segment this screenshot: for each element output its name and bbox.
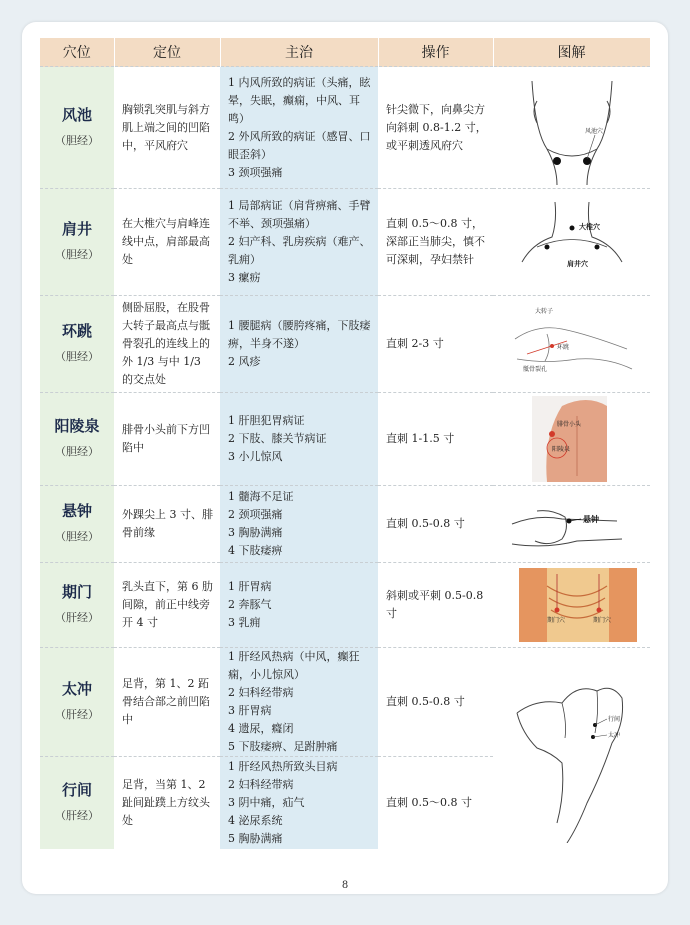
acupoint-name: 期门: [61, 583, 92, 601]
acupoint-cell: [40, 296, 114, 393]
foot-illustration: [507, 653, 637, 843]
acupoint-name: 行间: [61, 780, 92, 799]
meridian-label: （肝经）: [55, 611, 99, 624]
indication-item: 2 奔豚气: [228, 598, 272, 611]
indication-item: 1 局部病证（肩背痹痛、手臂不举、颈项强痛）: [228, 199, 371, 230]
figure-label: 腓骨小头: [556, 421, 581, 428]
page-number: 8: [341, 880, 349, 891]
location-cell: 在大椎穴与肩峰连线中点，肩部最高处: [114, 189, 220, 296]
indication-item: 3 小儿惊风: [228, 450, 283, 463]
indication-item: 1 肝经风热所致头目病: [228, 759, 338, 773]
figure-label: 骶骨裂孔: [522, 366, 547, 373]
indication-item: 5 下肢痿痹、足跗肿痛: [228, 740, 338, 753]
torso-ribs-illustration: [507, 566, 637, 644]
location-cell: 足背，当第 1、2 趾间趾蹼上方纹头处: [114, 757, 220, 849]
operation-cell: 直刺 0.5-0.8 寸: [378, 648, 493, 757]
meridian-label: （胆经）: [55, 530, 99, 543]
figure-label: 大椎穴: [578, 222, 600, 231]
table-row: [40, 393, 650, 486]
table-row: [40, 296, 650, 393]
location-cell: 胸锁乳突肌与斜方肌上端之间的凹陷中，平风府穴: [114, 67, 220, 189]
header-acupoint: 穴位: [40, 38, 114, 67]
acupoint-cell: [40, 393, 114, 486]
indications-cell: [220, 189, 378, 296]
header-operation: 操作: [378, 38, 493, 67]
meridian-label: （胆经）: [55, 248, 99, 261]
operation-cell: 直刺 0.5-0.8 寸: [378, 486, 493, 563]
meridian-label: （胆经）: [55, 350, 99, 363]
figure-label: 太冲: [607, 732, 620, 740]
knee-photo-illustration: [507, 396, 637, 482]
indication-item: 4 下肢痿痹: [228, 544, 283, 557]
indications-cell: [220, 757, 378, 849]
table-header-row: [40, 38, 650, 67]
figure-cell: [493, 486, 650, 563]
figure-label: 期门穴: [546, 617, 565, 624]
acupoint-cell: [40, 563, 114, 648]
table-row: [40, 563, 650, 648]
indication-item: 2 妇产科、乳房疾病（难产、乳痈）: [228, 235, 371, 266]
acupoint-name: 阳陵泉: [54, 417, 100, 435]
figure-cell: [493, 67, 650, 189]
operation-cell: 直刺 0.5～0.8 寸，深部正当肺尖，慎不可深刺，孕妇禁针: [378, 189, 493, 296]
indications-cell: [220, 393, 378, 486]
acupoint-cell: [40, 757, 114, 849]
ankle-illustration: [507, 489, 637, 559]
indication-item: 4 遗尿，癃闭: [228, 722, 294, 735]
acupoint-cell: [40, 486, 114, 563]
indication-item: 1 肝胆犯胃病证: [228, 414, 305, 427]
figure-cell: [493, 563, 650, 648]
figure-label: 期门穴: [592, 617, 611, 624]
table-row: [40, 67, 650, 189]
figure-label: 大转子: [534, 308, 553, 315]
operation-cell: 斜刺或平刺 0.5-0.8 寸: [378, 563, 493, 648]
location-cell: 乳头直下，第 6 肋间隙，前正中线旁开 4 寸: [114, 563, 220, 648]
indication-item: 2 下肢、膝关节病证: [228, 432, 327, 445]
meridian-label: （胆经）: [55, 133, 99, 147]
operation-cell: 直刺 2-3 寸: [378, 296, 493, 393]
hip-illustration: [507, 299, 637, 389]
figure-label: 悬钟: [582, 514, 599, 524]
figure-label: 肩井穴: [566, 259, 588, 268]
figure-label: 阳陵泉: [551, 446, 570, 453]
indication-item: 2 妇科经带病: [228, 686, 294, 699]
head-back-illustration: [507, 71, 637, 185]
indication-item: 2 外风所致的病证（感冒、口眼歪斜）: [228, 129, 371, 161]
indication-item: 1 内风所致的病证（头痛，眩晕，失眠，癫痫，中风、耳鸣）: [228, 75, 371, 125]
header-figure: 图解: [493, 38, 650, 67]
acupoint-cell: [40, 648, 114, 757]
acupoint-name: 风池: [61, 105, 92, 124]
indication-item: 2 颈项强痛: [228, 508, 283, 521]
indication-item: 3 乳痈: [228, 616, 261, 629]
header-location: 定位: [114, 38, 220, 67]
indication-item: 1 腰腿病（腰胯疼痛，下肢痿痹，半身不遂）: [228, 319, 371, 350]
document-page: [22, 22, 668, 894]
table-row: [40, 189, 650, 296]
indications-cell: [220, 67, 378, 189]
acupoint-cell: [40, 189, 114, 296]
indications-cell: [220, 486, 378, 563]
location-cell: 侧卧屈股，在股骨大转子最高点与骶骨裂孔的连线上的外 1/3 与中 1/3 的交点处: [114, 296, 220, 393]
table-row: [40, 486, 650, 563]
indications-cell: [220, 563, 378, 648]
indication-item: 3 瘰疬: [228, 271, 261, 284]
indication-item: 3 阴中痛，疝气: [228, 795, 305, 809]
table-row: [40, 648, 650, 757]
indications-cell: [220, 296, 378, 393]
indication-item: 1 肝胃病: [228, 580, 272, 593]
indications-cell: [220, 648, 378, 757]
indication-item: 4 泌尿系统: [228, 813, 283, 827]
shoulder-illustration: [507, 192, 637, 292]
figure-label: 行间: [607, 716, 620, 724]
figure-cell: [493, 393, 650, 486]
location-cell: 腓骨小头前下方凹陷中: [114, 393, 220, 486]
indication-item: 1 肝经风热病（中风，癫狂痫，小儿惊风）: [228, 650, 360, 681]
acupoint-cell: [40, 67, 114, 189]
acupoint-table: [40, 38, 651, 849]
operation-cell: 直刺 0.5～0.8 寸: [378, 757, 493, 849]
indication-item: 2 妇科经带病: [228, 777, 294, 791]
operation-cell: 直刺 1-1.5 寸: [378, 393, 493, 486]
indication-item: 3 颈项强痛: [228, 165, 283, 179]
indication-item: 3 肝胃病: [228, 704, 272, 717]
figure-cell: [493, 189, 650, 296]
acupoint-name: 肩井: [61, 220, 92, 238]
indication-item: 3 胸胁满痛: [228, 526, 283, 539]
figure-cell: [493, 296, 650, 393]
meridian-label: （胆经）: [55, 445, 99, 458]
figure-label: 风池穴: [584, 127, 603, 135]
location-cell: 足背，第 1、2 跖骨结合部之前凹陷中: [114, 648, 220, 757]
acupoint-name: 太冲: [61, 680, 92, 698]
meridian-label: （肝经）: [55, 708, 99, 721]
indication-item: 5 胸胁满痛: [228, 831, 283, 845]
figure-label: 环跳: [556, 344, 569, 351]
acupoint-name: 环跳: [61, 322, 92, 340]
location-cell: 外踝尖上 3 寸、腓骨前缘: [114, 486, 220, 563]
header-indications: 主治: [220, 38, 378, 67]
operation-cell: 针尖微下，向鼻尖方向斜刺 0.8-1.2 寸，或平刺透风府穴: [378, 67, 493, 189]
indication-item: 1 髓海不足证: [228, 490, 294, 503]
figure-cell: [493, 648, 650, 849]
meridian-label: （肝经）: [55, 808, 99, 822]
indication-item: 2 风疹: [228, 355, 261, 368]
acupoint-name: 悬钟: [61, 502, 92, 520]
